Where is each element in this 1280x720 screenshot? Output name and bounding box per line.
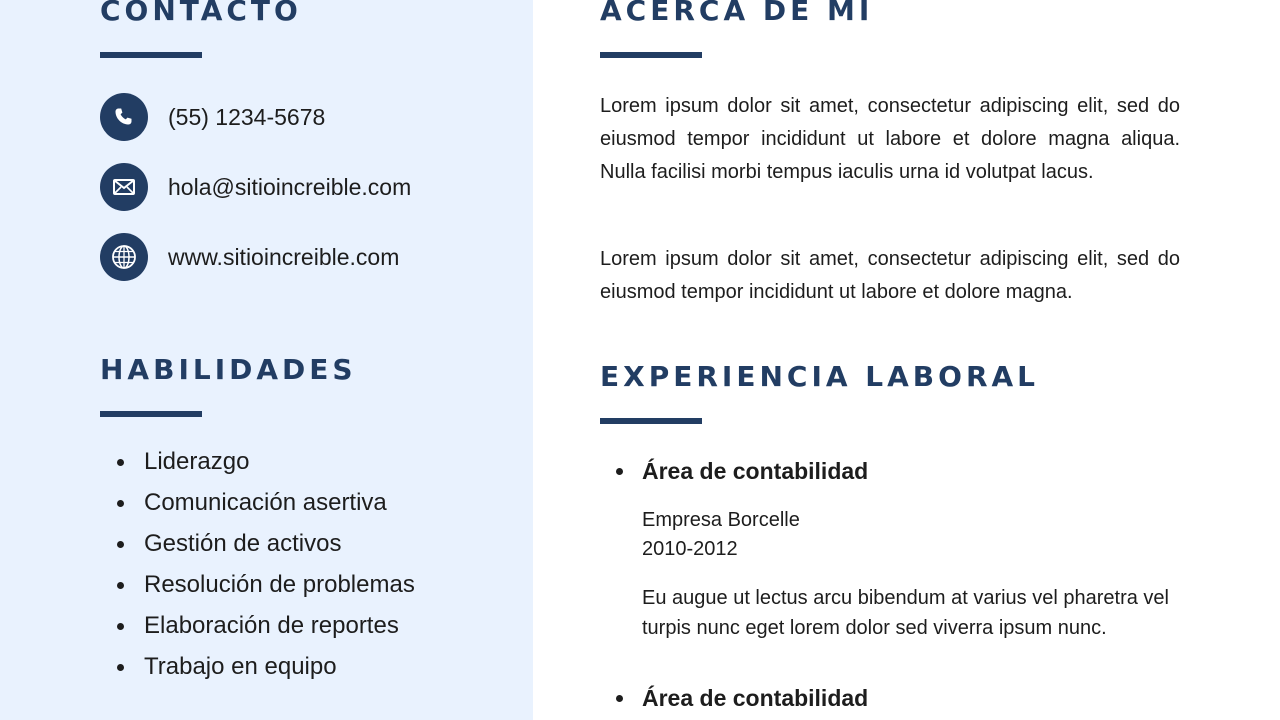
job-company: Empresa Borcelle	[642, 509, 800, 531]
contact-phone-text: (55) 1234-5678	[168, 103, 326, 130]
about-heading: ACERCA DE MI	[600, 0, 874, 27]
contact-heading: CONTACTO	[100, 0, 302, 27]
about-heading-rule	[600, 52, 702, 58]
about-paragraph: Lorem ipsum dolor sit amet, consectetur adipiscing elit, sed do eiusmod tempor incididunt ut labore et dolore magna aliqua. Nulla facilisi morbi tempus iaculis urna id volutpat lacus.	[600, 95, 1180, 183]
experience-heading-rule	[600, 418, 702, 424]
contact-phone	[100, 92, 520, 142]
skill-item: Elaboración de reportes	[100, 605, 415, 646]
experience-heading: EXPERIENCIA LABORAL	[600, 360, 1040, 393]
contact-heading-rule	[100, 52, 202, 58]
skill-item: Gestión de activos	[100, 523, 415, 564]
phone-icon	[100, 93, 148, 141]
skills-list	[100, 441, 415, 687]
skill-item: Liderazgo	[100, 441, 415, 482]
globe-icon	[100, 233, 148, 281]
job-description: Eu augue ut lectus arcu bibendum at varius vel pharetra vel turpis nunc eget lorem dolor sed viverra ipsum nunc.	[642, 587, 1169, 639]
skills-heading-rule	[100, 411, 202, 417]
mail-icon	[100, 163, 148, 211]
skill-item: Trabajo en equipo	[100, 646, 415, 687]
job-title: Área de contabilidad	[600, 683, 868, 713]
skill-item: Comunicación asertiva	[100, 482, 415, 523]
sidebar-panel	[0, 0, 533, 720]
contact-email	[100, 162, 520, 212]
contact-email-text: hola@sitioincreible.com	[168, 173, 412, 200]
job-title: Área de contabilidad	[600, 456, 868, 486]
skill-item: Resolución de problemas	[100, 564, 415, 605]
skills-heading: HABILIDADES	[100, 353, 357, 386]
contact-website	[100, 232, 520, 282]
about-paragraph: Lorem ipsum dolor sit amet, consectetur adipiscing elit, sed do eiusmod tempor incididunt ut labore et dolore magna.	[600, 248, 1180, 303]
contact-website-text: www.sitioincreible.com	[168, 243, 400, 270]
job-years: 2010-2012	[642, 538, 738, 560]
